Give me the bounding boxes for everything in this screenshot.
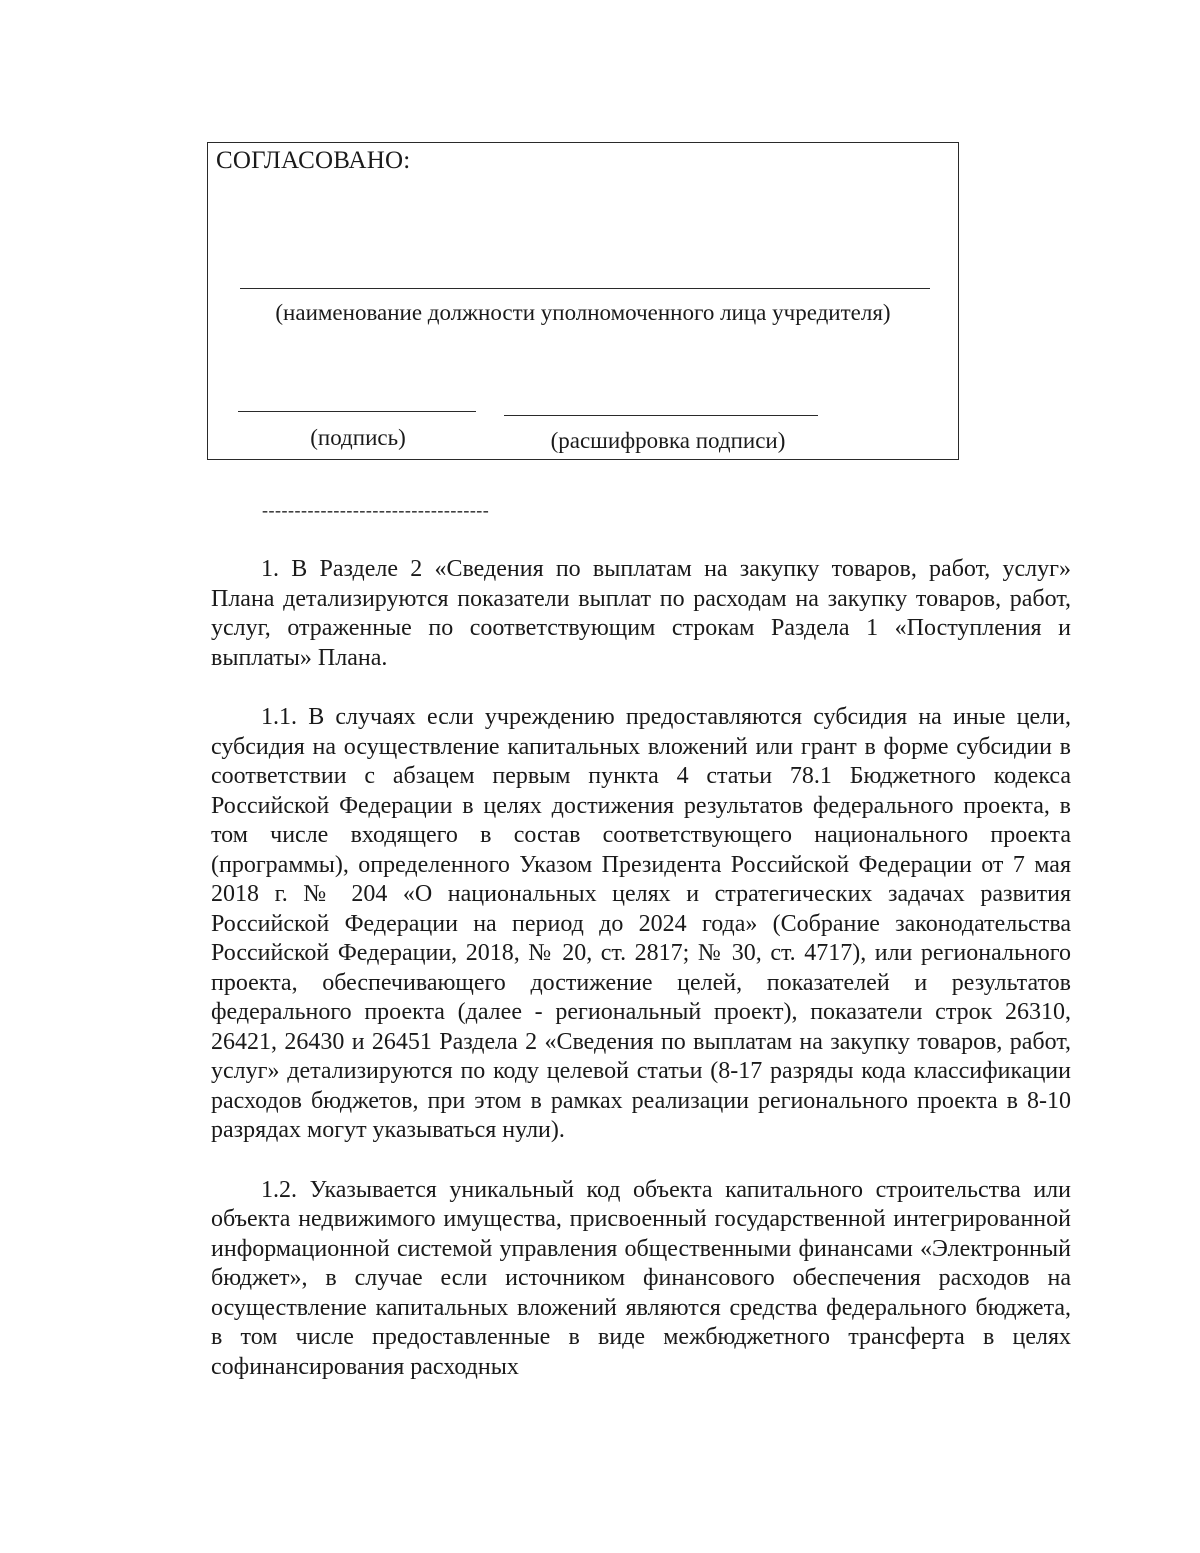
position-caption: (наименование должности уполномоченного лица учредителя) xyxy=(275,300,891,325)
signature-decoding-line xyxy=(504,415,818,416)
approval-box xyxy=(207,142,959,460)
footnote-separator: ----------------------------------- xyxy=(262,500,490,520)
paragraph-1: 1. В Разделе 2 «Сведения по выплатам на закупку товаров, работ, услуг» Плана детализируются показатели выплат по расходам на закупку товаров, работ, услуг, отраженные по соответствующим строкам Раздела 1 «Поступления и выплаты» Плана. xyxy=(211,556,1071,671)
paragraph-1-1: 1.1. В случаях если учреждению предоставляются субсидия на иные цели, субсидия на осуществление капитальных вложений или грант в форме субсидии в соответствии с абзацем первым пункта 4 статьи 78.1 Бюджетного кодекса Российской Федерации в целях достижения результатов федерального проекта, в том числе входящего в состав соответствующего национального проекта (программы), определенного Указом Президента Российской Федерации от 7 мая 2018 г. № 204 «О национальных целях и стратегических задачах развития Российской Федерации на период до 2024 года» (Собрание законодательства Российской Федерации, 2018, № 20, ст. 2817; № 30, ст. 4717), или регионального проекта, обеспечивающего достижение целей, показателей и результатов федерального проекта (далее - региональный проект), показатели строк 26310, 26421, 26430 и 26451 Раздела 2 «Сведения по выплатам на закупку товаров, работ, услуг» детализируются по коду целевой статьи (8-17 разряды кода классификации расходов бюджетов, при этом в рамках реализации регионального проекта в 8-10 разрядах могут указываться нули). xyxy=(211,704,1071,1143)
approval-title: СОГЛАСОВАНО: xyxy=(216,147,411,174)
signature-caption: (подпись) xyxy=(310,425,406,450)
position-signature-line xyxy=(240,288,930,289)
paragraph-1-2: 1.2. Указывается уникальный код объекта капитального строительства или объекта недвижимого имущества, присвоенный государственной интегрированной информационной системой управления общественными финансами «Электронный бюджет», в случае если источником финансового обеспечения расходов на осуществление капитальных вложений являются средства федерального бюджета, в том числе предоставленные в виде межбюджетного трансферта в целях софинансирования расходных xyxy=(211,1176,1071,1380)
signature-line xyxy=(238,411,476,412)
signature-decoding-caption: (расшифровка подписи) xyxy=(550,428,786,453)
document-body xyxy=(211,555,1071,1412)
